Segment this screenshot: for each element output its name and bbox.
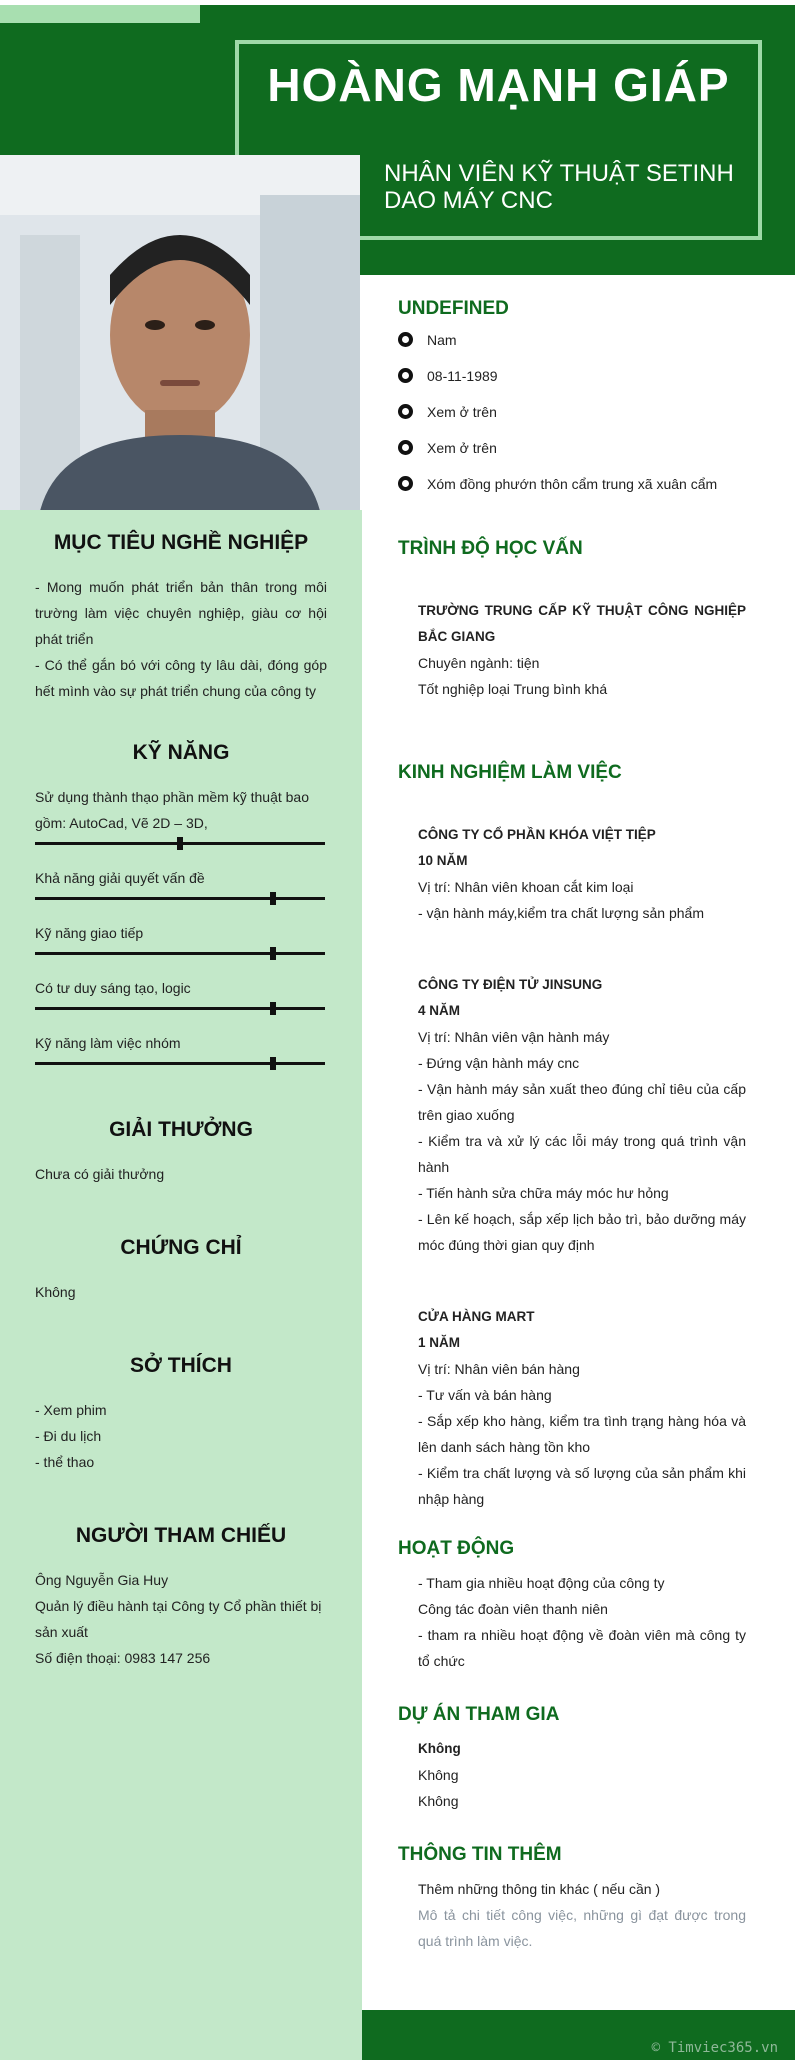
job-entry: [398, 972, 746, 1258]
right-content: [398, 290, 746, 1954]
job-detail-line: - Đứng vận hành máy cnc: [418, 1055, 580, 1071]
skill-label: Có tư duy sáng tạo, logic: [35, 980, 191, 996]
job-duration: 10 NĂM: [418, 853, 468, 868]
skill-label: Kỹ năng làm việc nhóm: [35, 1035, 181, 1051]
school-name: TRƯỜNG TRUNG CẤP KỸ THUẬT CÔNG NGHIỆP BẮC GIANG: [418, 603, 746, 644]
skill-level-bar: [35, 952, 325, 955]
job-detail-line: - Tư vấn và bán hàng: [418, 1387, 552, 1403]
activity-line: - Tham gia nhiều hoạt động của công ty: [418, 1575, 665, 1591]
activities-heading: HOẠT ĐỘNG: [398, 1538, 515, 1559]
skill-row: [35, 784, 327, 845]
activities-block: [398, 1570, 746, 1674]
job-detail-line: - Tiến hành sửa chữa máy móc hư hỏng: [418, 1185, 669, 1201]
job-company: CÔNG TY CỔ PHẦN KHÓA VIỆT TIỆP: [418, 827, 656, 842]
awards-text: Chưa có giải thưởng: [35, 1166, 165, 1182]
email-row: [398, 438, 746, 474]
dob-value: 08-11-1989: [427, 368, 498, 384]
hobby-item: - Đi du lịch: [35, 1428, 102, 1444]
job-duration: 1 NĂM: [418, 1335, 461, 1350]
more-info-block: [398, 1876, 746, 1954]
skill-level-bar: [35, 842, 325, 845]
phone-icon: [398, 404, 413, 419]
address-row: [398, 474, 746, 510]
skill-level-bar: [35, 1062, 325, 1065]
header-accent: [0, 5, 200, 23]
job-detail-line: Vị trí: Nhân viên khoan cắt kim loại: [418, 879, 634, 895]
project-line: Không: [418, 1793, 459, 1809]
skill-level-marker: [270, 1002, 276, 1015]
career-line: - Mong muốn phát triển bản thân trong môi trường làm việc chuyên nghiệp, giàu cơ hội phát triển: [35, 579, 327, 647]
skill-label: Khả năng giải quyết vấn đề: [35, 870, 205, 886]
hobbies-heading: SỞ THÍCH: [130, 1354, 232, 1377]
person-icon: [398, 332, 413, 347]
more-info-line: Thêm những thông tin khác ( nếu cần ): [418, 1881, 661, 1897]
job-entry: [398, 822, 746, 926]
skill-row: [35, 1030, 327, 1065]
skill-level-marker: [270, 947, 276, 960]
gender-value: Nam: [427, 332, 457, 348]
email-value: Xem ở trên: [427, 440, 497, 456]
education-grade: Tốt nghiệp loại Trung bình khá: [418, 681, 608, 697]
experience-heading: KINH NGHIỆM LÀM VIỆC: [398, 762, 622, 783]
more-info-description: Mô tả chi tiết công việc, những gì đạt được trong quá trình làm việc.: [418, 1907, 746, 1949]
left-content: [35, 530, 327, 1671]
reference-phone: Số điện thoại: 0983 147 256: [35, 1650, 211, 1666]
skill-level-bar: [35, 1007, 325, 1010]
phone-value: Xem ở trên: [427, 404, 497, 420]
education-block: [398, 598, 746, 702]
reference-name: Ông Nguyễn Gia Huy: [35, 1572, 169, 1588]
job-detail-line: - Vận hành máy sản xuất theo đúng chỉ tiêu của cấp trên giao xuống: [418, 1081, 746, 1123]
location-icon: [398, 476, 413, 491]
watermark: © Timviec365.vn: [651, 2040, 778, 2056]
project-line: Không: [418, 1741, 461, 1756]
job-detail-line: - vận hành máy,kiểm tra chất lượng sản phẩm: [418, 905, 704, 921]
skill-level-bar: [35, 897, 325, 900]
profile-photo: [0, 155, 360, 511]
skill-level-marker: [177, 837, 183, 850]
address-value: Xóm đồng phướn thôn cẩm trung xã xuân cẩm: [427, 476, 718, 492]
skill-row: [35, 865, 327, 900]
skill-label: Kỹ năng giao tiếp: [35, 925, 144, 941]
job-company: CỬA HÀNG MART: [418, 1309, 535, 1324]
awards-heading: GIẢI THƯỞNG: [109, 1118, 253, 1141]
activity-line: - tham ra nhiều hoạt động về đoàn viên mà công ty tổ chức: [418, 1627, 746, 1669]
contact-heading: UNDEFINED: [398, 298, 509, 319]
candidate-name: HOÀNG MẠNH GIÁP: [267, 59, 730, 111]
skill-level-marker: [270, 892, 276, 905]
projects-block: [398, 1736, 746, 1814]
skill-row: [35, 920, 327, 955]
skill-level-marker: [270, 1057, 276, 1070]
activity-line: Công tác đoàn viên thanh niên: [418, 1601, 608, 1617]
job-company: CÔNG TY ĐIỆN TỬ JINSUNG: [418, 977, 603, 992]
hobby-item: - Xem phim: [35, 1402, 107, 1418]
projects-heading: DỰ ÁN THAM GIA: [398, 1704, 560, 1725]
certificates-text: Không: [35, 1284, 76, 1300]
job-title: NHÂN VIÊN KỸ THUẬT SETINH DAO MÁY CNC: [384, 160, 734, 214]
project-line: Không: [418, 1767, 459, 1783]
job-detail-line: - Kiểm tra và xử lý các lỗi máy trong quá trình vận hành: [418, 1133, 746, 1175]
education-major: Chuyên ngành: tiện: [418, 655, 540, 671]
job-detail-line: Vị trí: Nhân viên vận hành máy: [418, 1029, 610, 1045]
skill-label: Sử dụng thành thạo phần mềm kỹ thuật bao gồm: AutoCad, Vẽ 2D – 3D,: [35, 789, 310, 831]
reference-position: Quản lý điều hành tại Công ty Cổ phần thiết bị sản xuất: [35, 1598, 322, 1640]
job-detail-line: Vị trí: Nhân viên bán hàng: [418, 1361, 580, 1377]
more-info-heading: THÔNG TIN THÊM: [398, 1844, 562, 1865]
job-detail-line: - Lên kế hoạch, sắp xếp lịch bảo trì, bảo dưỡng máy móc đúng thời gian quy định: [418, 1211, 746, 1253]
career-line: - Có thể gắn bó với công ty lâu dài, đóng góp hết mình vào sự phát triển chung của công ty: [35, 657, 327, 699]
reference-heading: NGƯỜI THAM CHIẾU: [75, 1524, 287, 1547]
email-icon: [398, 440, 413, 455]
clock-icon: [398, 368, 413, 383]
hobby-item: - thể thao: [35, 1454, 95, 1470]
career-heading: MỤC TIÊU NGHỀ NGHIỆP: [53, 531, 309, 554]
experience-list: [398, 822, 746, 1512]
phone-row: [398, 402, 746, 438]
skills-list: [35, 784, 327, 1065]
job-entry: [398, 1304, 746, 1512]
job-detail-line: - Kiểm tra chất lượng và số lượng của sản phẩm khi nhập hàng: [418, 1465, 746, 1507]
job-duration: 4 NĂM: [418, 1003, 461, 1018]
gender-row: [398, 330, 746, 366]
dob-row: [398, 366, 746, 402]
skill-row: [35, 975, 327, 1010]
education-heading: TRÌNH ĐỘ HỌC VẤN: [398, 538, 583, 559]
certificates-heading: CHỨNG CHỈ: [120, 1236, 242, 1259]
job-detail-line: - Sắp xếp kho hàng, kiểm tra tình trạng hàng hóa và lên danh sách hàng tồn kho: [418, 1413, 746, 1455]
skills-heading: KỸ NĂNG: [132, 741, 230, 764]
